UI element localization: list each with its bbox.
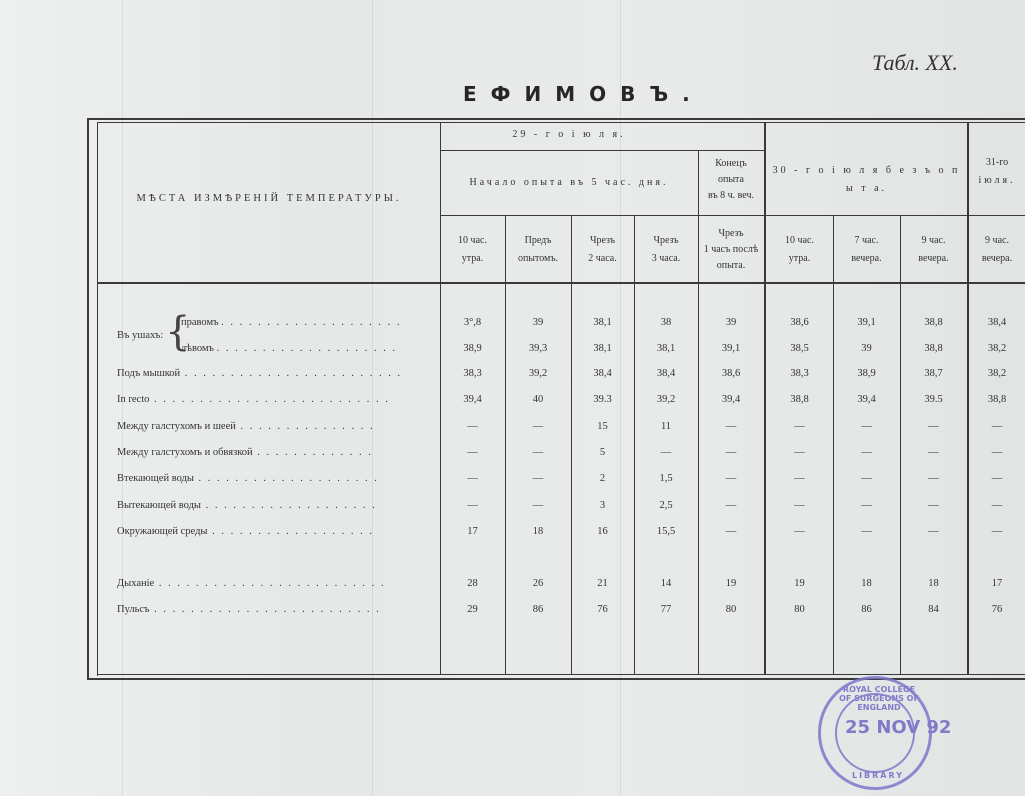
header-end-l2: опыта bbox=[717, 174, 744, 185]
table-cell: 21 bbox=[597, 578, 608, 589]
header-places: МѢСТА ИЗМѢРЕНІЙ ТЕМПЕРАТУРЫ. bbox=[136, 193, 402, 204]
table-cell: 39,2 bbox=[528, 368, 548, 379]
header-day30: 30 - г о і ю л я б е з ъ о п ы т а. bbox=[772, 165, 961, 194]
table-cell: — bbox=[467, 421, 478, 432]
table-cell: 39.3 bbox=[593, 394, 612, 405]
row-label: Втекающей воды . . . . . . . . . . . . . . . . . . . . bbox=[117, 473, 379, 484]
table-cell: 38,3 bbox=[463, 368, 482, 379]
header-end-l1: Конецъ bbox=[715, 158, 747, 169]
table-cell: — bbox=[794, 500, 805, 511]
table-cell: 18 bbox=[861, 578, 872, 589]
table-cell: 84 bbox=[928, 604, 939, 615]
table-cell: 38,6 bbox=[790, 317, 809, 328]
table-cell: — bbox=[861, 526, 872, 537]
table-cell: 80 bbox=[725, 604, 737, 615]
table-cell: 2 bbox=[599, 473, 606, 484]
table-cell: — bbox=[861, 447, 872, 458]
table-cell: — bbox=[467, 447, 478, 458]
table-cell: — bbox=[467, 473, 478, 484]
table-border-top bbox=[87, 118, 1025, 120]
table-cell: — bbox=[725, 500, 737, 511]
table-cell: 38,5 bbox=[790, 343, 809, 354]
header-start: Начало опыта въ 5 час. дня. bbox=[469, 177, 669, 188]
table-cell: 38,6 bbox=[721, 368, 741, 379]
table-cell: — bbox=[928, 447, 939, 458]
table-cell: 26 bbox=[532, 578, 544, 589]
table-cell: 28 bbox=[467, 578, 478, 589]
row-label: Дыханіе . . . . . . . . . . . . . . . . . . . . . . . . . bbox=[117, 578, 386, 589]
table-cell: 38,8 bbox=[987, 394, 1007, 405]
table-cell: 38,2 bbox=[987, 368, 1007, 379]
table-cell: 86 bbox=[532, 604, 544, 615]
row-label: Окружающей среды . . . . . . . . . . . . . . . . . . bbox=[117, 526, 374, 537]
table-cell: 38,8 bbox=[924, 317, 943, 328]
table-cell: 39,3 bbox=[528, 343, 548, 354]
table-cell: — bbox=[467, 500, 478, 511]
table-cell: 16 bbox=[597, 526, 608, 537]
subheader: 9 час. вечера. bbox=[981, 235, 1013, 264]
table-cell: 1,5 bbox=[659, 473, 673, 484]
table-cell: 39 bbox=[532, 317, 544, 328]
table-cell: 39,4 bbox=[721, 394, 741, 405]
subheader: 7 час. вечера. bbox=[851, 235, 882, 264]
table-cell: 19 bbox=[725, 578, 737, 589]
header-line-day29 bbox=[440, 150, 764, 151]
table-cell: — bbox=[794, 526, 805, 537]
table-cell: 77 bbox=[660, 604, 672, 615]
subheader: 10 час. утра. bbox=[785, 235, 814, 264]
table-cell: 18 bbox=[532, 526, 544, 537]
library-stamp bbox=[818, 676, 952, 790]
stamp-ring-bottom: LIBRARY bbox=[851, 771, 905, 780]
stamp-ring-top: ROYAL COLLEGE OF SURGEONS OF ENGLAND bbox=[839, 685, 919, 712]
table-cell: — bbox=[532, 500, 544, 511]
table-cell: 39,1 bbox=[857, 317, 876, 328]
table-cell: — bbox=[928, 473, 939, 484]
table-cell: 38 bbox=[660, 317, 672, 328]
row-label: Между галстухомъ и шеей . . . . . . . . . . . . . . . bbox=[117, 421, 375, 432]
subheader: 10 час. утра. bbox=[458, 235, 487, 264]
brace-icon: { bbox=[165, 309, 191, 355]
header-end-l3: въ 8 ч. веч. bbox=[707, 190, 755, 201]
table-cell: — bbox=[861, 421, 872, 432]
table-cell: 38,7 bbox=[924, 368, 943, 379]
stamp-date: 25 NOV 92 bbox=[845, 717, 952, 738]
header-day31-l2: іюля. bbox=[978, 175, 1016, 186]
table-border-left-inner bbox=[97, 122, 98, 676]
table-cell: — bbox=[725, 526, 737, 537]
table-cell: — bbox=[991, 447, 1003, 458]
table-cell: 86 bbox=[861, 604, 872, 615]
table-cell: 38,4 bbox=[593, 368, 612, 379]
table-cell: — bbox=[794, 447, 805, 458]
table-cell: — bbox=[725, 421, 737, 432]
table-cell: 39,2 bbox=[656, 394, 676, 405]
table-cell: 11 bbox=[660, 421, 672, 432]
table-cell: 15,5 bbox=[656, 526, 676, 537]
table-cell: 76 bbox=[991, 604, 1003, 615]
table-cell: 76 bbox=[597, 604, 608, 615]
table-cell: 19 bbox=[794, 578, 805, 589]
temperature-table bbox=[87, 118, 1025, 680]
subheader: Чрезъ 2 часа. bbox=[588, 235, 617, 264]
table-border-bottom-inner bbox=[97, 674, 1025, 675]
table-cell: 18 bbox=[928, 578, 939, 589]
plate-number: Табл. XX. bbox=[872, 50, 958, 75]
header-day29: 29 - г о і ю л я. bbox=[512, 129, 626, 140]
header-divider bbox=[97, 282, 1025, 284]
table-cell: 39,4 bbox=[463, 394, 482, 405]
row-label: In recto . . . . . . . . . . . . . . . . . . . . . . . . . . bbox=[117, 394, 390, 405]
table-cell: 38,4 bbox=[987, 317, 1007, 328]
table-cell: — bbox=[928, 421, 939, 432]
subheader: Чрезъ 3 часа. bbox=[651, 235, 681, 264]
table-cell: 38,2 bbox=[987, 343, 1007, 354]
header-day31 bbox=[969, 154, 1025, 190]
table-cell: 38,8 bbox=[790, 394, 809, 405]
row-label: Между галстухомъ и обвязкой . . . . . . . . . . . . . bbox=[117, 447, 373, 458]
subheader: Чрезъ 1 часъ послѣ опыта. bbox=[703, 228, 759, 271]
table-cell: — bbox=[660, 447, 672, 458]
row-label: Подъ мышкой . . . . . . . . . . . . . . . . . . . . . . . . bbox=[117, 368, 403, 379]
table-cell: — bbox=[794, 473, 805, 484]
header-line-sub bbox=[440, 215, 1025, 216]
table-cell: 38,1 bbox=[593, 317, 612, 328]
page-title: ЕФИМОВЪ. bbox=[463, 82, 704, 106]
table-cell: 17 bbox=[467, 526, 478, 537]
table-cell: 17 bbox=[991, 578, 1003, 589]
table-cell: — bbox=[532, 421, 544, 432]
table-border-top-inner bbox=[97, 122, 1025, 123]
table-cell: — bbox=[928, 526, 939, 537]
table-cell: — bbox=[861, 500, 872, 511]
table-cell: — bbox=[991, 473, 1003, 484]
table-cell: 39.5 bbox=[924, 394, 943, 405]
table-cell: 38,9 bbox=[857, 368, 876, 379]
table-cell: 38,9 bbox=[463, 343, 482, 354]
header-end bbox=[698, 156, 764, 204]
table-cell: 3 bbox=[599, 500, 606, 511]
table-cell: 2,5 bbox=[659, 500, 673, 511]
row-label: Пульсъ . . . . . . . . . . . . . . . . . . . . . . . . . bbox=[117, 604, 381, 615]
table-cell: 38,8 bbox=[924, 343, 943, 354]
table-cell: — bbox=[991, 421, 1003, 432]
subheader: 9 час. вечера. bbox=[918, 235, 949, 264]
table-cell: 39,1 bbox=[721, 343, 741, 354]
table-cell: — bbox=[725, 447, 737, 458]
table-cell: 38,1 bbox=[656, 343, 676, 354]
table-cell: — bbox=[532, 473, 544, 484]
table-cell: — bbox=[991, 500, 1003, 511]
table-cell: 38,4 bbox=[656, 368, 676, 379]
table-cell: — bbox=[532, 447, 544, 458]
table-cell: — bbox=[794, 421, 805, 432]
table-cell: 39 bbox=[861, 343, 872, 354]
group-label-ears: Въ ушахъ: bbox=[117, 330, 164, 341]
subheader: Предъ опытомъ. bbox=[517, 235, 559, 264]
table-cell: 39 bbox=[725, 317, 737, 328]
table-cell: 5 bbox=[599, 447, 606, 458]
table-cell: — bbox=[725, 473, 737, 484]
table-cell: 38,1 bbox=[593, 343, 612, 354]
row-label: Вытекающей воды . . . . . . . . . . . . . . . . . . . bbox=[117, 500, 377, 511]
table-cell: 38,3 bbox=[790, 368, 809, 379]
table-cell: 80 bbox=[794, 604, 805, 615]
table-cell: — bbox=[991, 526, 1003, 537]
table-cell: — bbox=[928, 500, 939, 511]
row-label: лѣвомъ . . . . . . . . . . . . . . . . . . . . bbox=[181, 343, 397, 354]
table-border-left bbox=[87, 118, 89, 680]
table-cell: 14 bbox=[660, 578, 672, 589]
table-cell: 3°,8 bbox=[463, 317, 482, 328]
table-cell: 15 bbox=[597, 421, 608, 432]
row-label: правомъ . . . . . . . . . . . . . . . . . . . . bbox=[181, 317, 402, 328]
table-cell: 29 bbox=[467, 604, 478, 615]
table-cell: 40 bbox=[532, 394, 544, 405]
table-cell: — bbox=[861, 473, 872, 484]
header-day31-l1: 31-го bbox=[985, 157, 1009, 168]
table-cell: 39,4 bbox=[857, 394, 876, 405]
